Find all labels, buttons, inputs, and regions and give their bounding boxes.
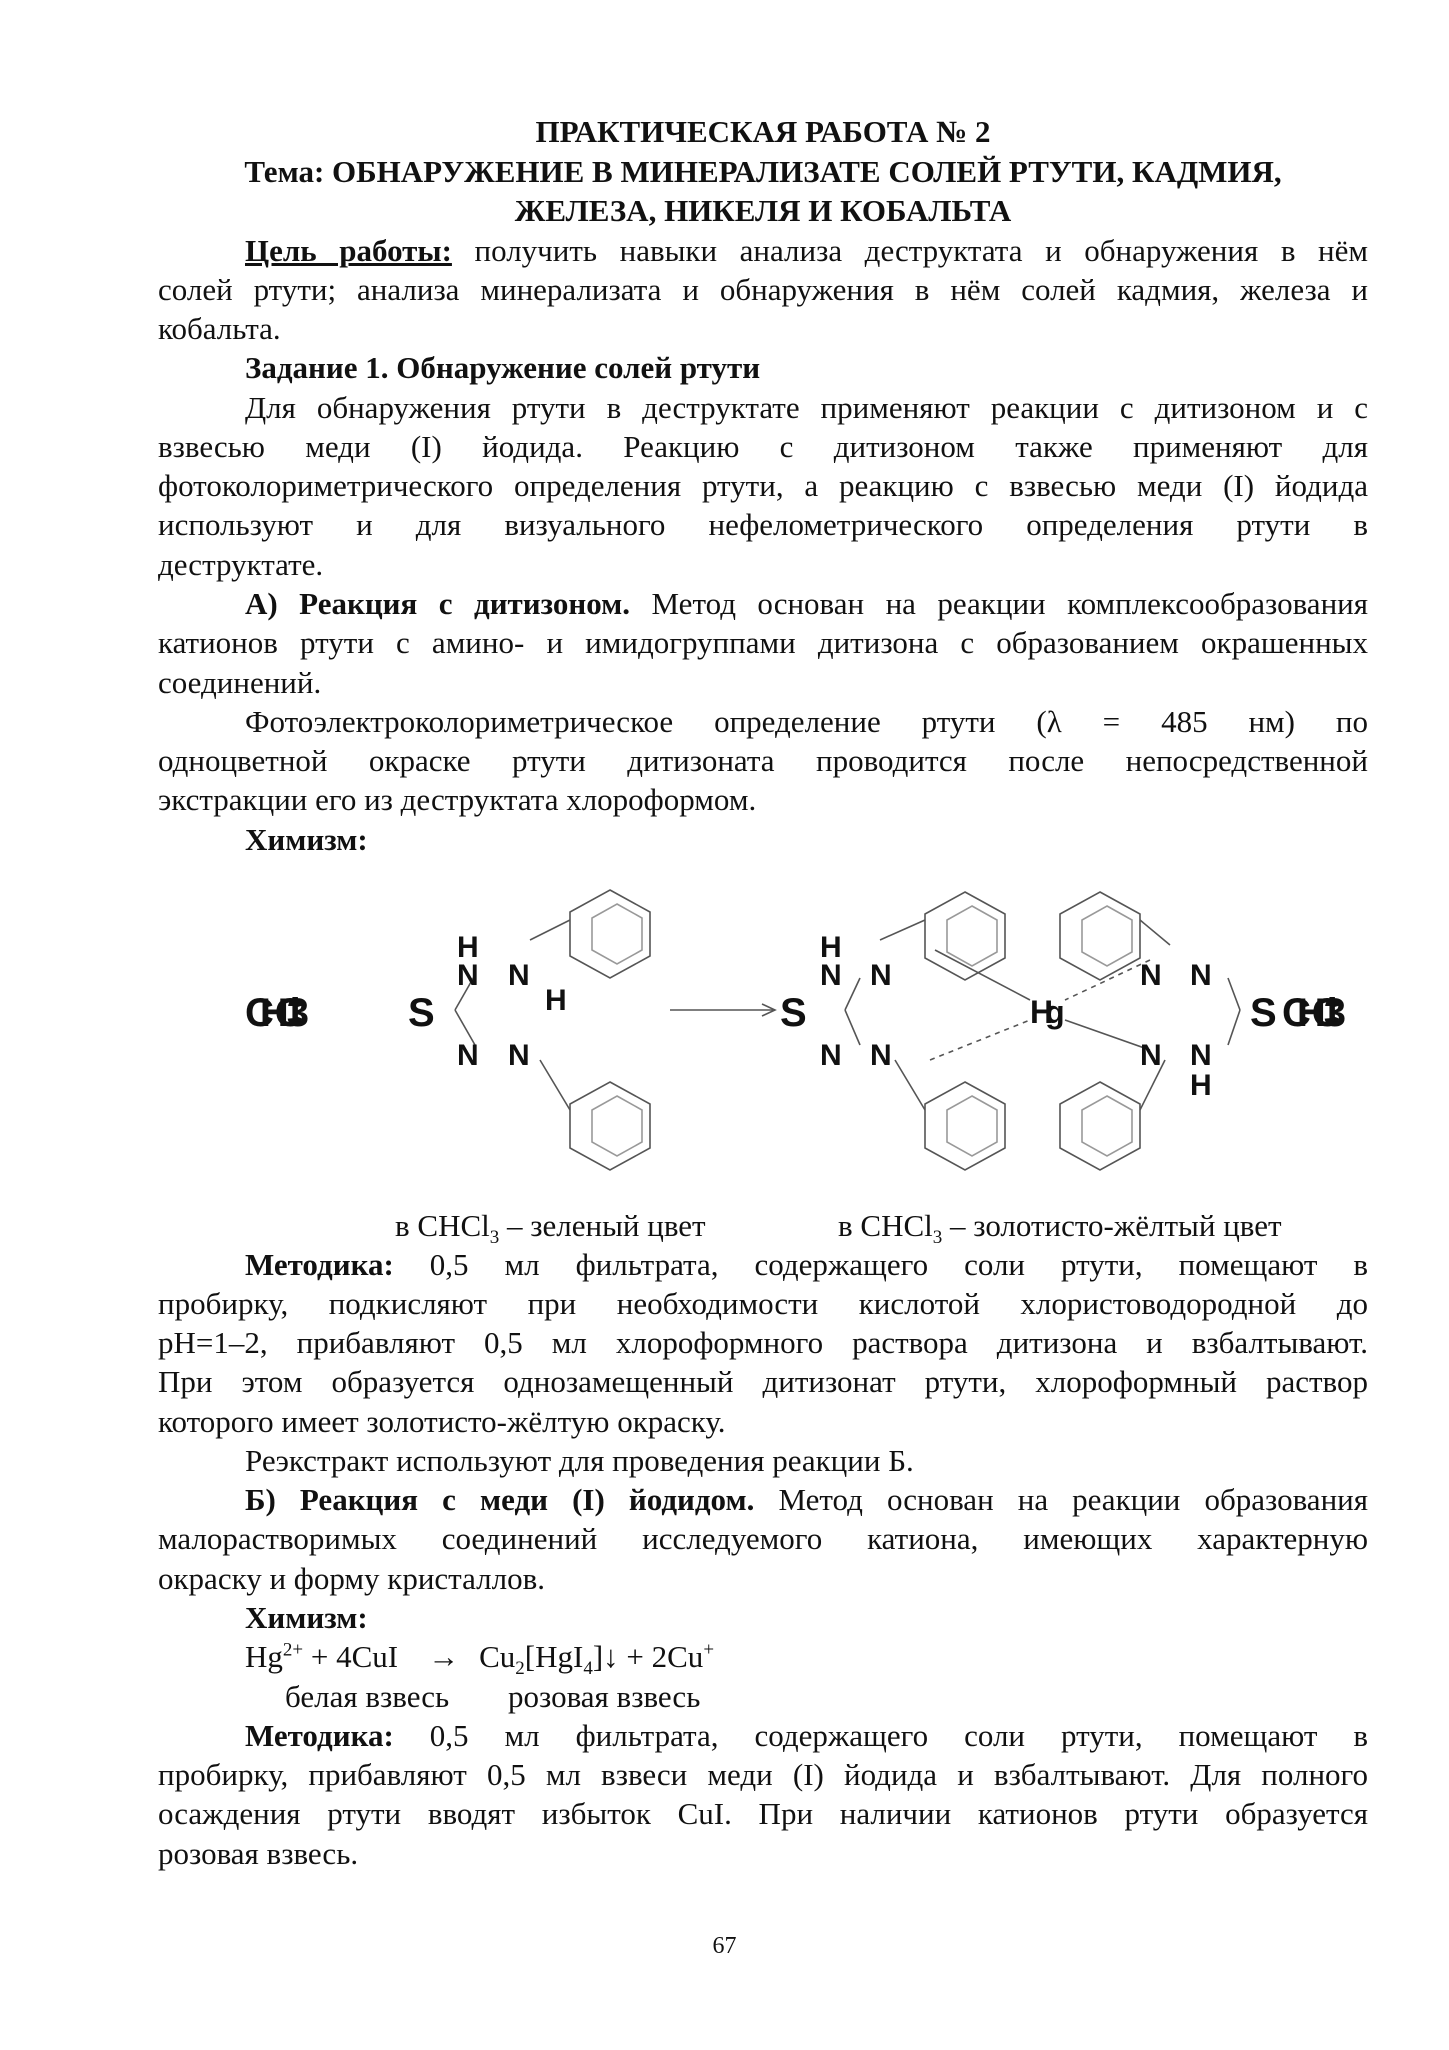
bond xyxy=(880,920,925,940)
caption-right-text: в CHCl xyxy=(838,1208,933,1243)
method-a-line: pH=1–2, прибавляют 0,5 мл хлороформного раствора дитизона и взбалтывают. xyxy=(158,1325,1368,1360)
atom-n: N xyxy=(457,959,479,992)
equation xyxy=(245,1637,715,1680)
dithizone-reaction-scheme xyxy=(0,860,1449,1180)
atom-h: H xyxy=(545,984,567,1017)
reaction-b-line-1 xyxy=(158,1480,1368,1519)
atom-h: H xyxy=(1190,1069,1212,1102)
benzene-ring-inner xyxy=(947,1096,997,1156)
bond xyxy=(845,978,860,1010)
benzene-ring xyxy=(1060,892,1140,980)
atom-s: S xyxy=(1250,991,1277,1035)
method-a-line: пробирку, подкисляют при необходимости кислотой хлористоводородной до xyxy=(158,1286,1368,1321)
topic-line-1: Тема: ОБНАРУЖЕНИЕ В МИНЕРАЛИЗАТЕ СОЛЕЙ РТУТИ, КАДМИЯ, xyxy=(244,154,1282,189)
atom-h: H xyxy=(820,931,842,964)
eq-hgi: [HgI xyxy=(524,1639,584,1674)
atom-n: N xyxy=(1140,1039,1162,1072)
page-title: ПРАКТИЧЕСКАЯ РАБОТА № 2 xyxy=(535,114,991,149)
bond xyxy=(1228,1010,1240,1045)
bond xyxy=(935,950,1030,1000)
atom-s: S xyxy=(408,991,435,1035)
bond xyxy=(540,1060,570,1110)
task1-heading: Задание 1. Обнаружение солей ртути xyxy=(245,350,761,385)
goal-line-2: солей ртути; анализа минерализата и обнаружения в нём солей кадмия, железа и xyxy=(158,272,1368,307)
atom-n: N xyxy=(508,1039,530,1072)
atom-s: S xyxy=(780,991,807,1035)
eq-arrow: → xyxy=(428,1639,460,1674)
reaction-b-line: малорастворимых соединений исследуемого катиона, имеющих характерную xyxy=(158,1521,1368,1556)
caption-right xyxy=(838,1206,1282,1249)
caption-right-color: – золотисто-жёлтый цвет xyxy=(942,1208,1282,1243)
reaction-b-line: окраску и форму кристаллов. xyxy=(158,1561,545,1596)
bond xyxy=(1228,978,1240,1010)
benzene-ring xyxy=(1060,1082,1140,1170)
goal-label: Цель работы: xyxy=(245,233,452,268)
method-b-line: осаждения ртути вводят избыток CuI. При наличии катионов ртути образуется xyxy=(158,1796,1368,1831)
bond xyxy=(1140,920,1170,945)
goal-text: получить навыки анализа деструктата и обнаружения в нём xyxy=(474,233,1369,268)
eq-hg: Hg xyxy=(245,1639,283,1674)
method-label-2: Методика: xyxy=(245,1718,394,1753)
photo-line: одноцветной окраске ртути дитизоната проводится после непосредственной xyxy=(158,743,1368,778)
method-label: Методика: xyxy=(245,1247,394,1282)
topic-line-2: ЖЕЛЕЗА, НИКЕЛЯ И КОБАЛЬТА xyxy=(514,193,1012,228)
method-a-line-1 xyxy=(158,1245,1368,1284)
reaction-a-text: Метод основан на реакции комплексообразования xyxy=(651,586,1369,621)
atom-n: N xyxy=(820,1039,842,1072)
scheme-bonds xyxy=(455,890,1240,1170)
goal-line-1 xyxy=(158,231,1368,270)
chemism-label-2: Химизм: xyxy=(245,1600,368,1635)
atom-n: N xyxy=(1190,959,1212,992)
reaction-a-line: катионов ртути с амино- и имидогруппами дитизона с образованием окрашенных xyxy=(158,625,1368,660)
benzene-ring xyxy=(925,1082,1005,1170)
bond xyxy=(930,1020,1030,1060)
atom-n: N xyxy=(870,959,892,992)
eq-cu2-sub: 2 xyxy=(515,1658,525,1680)
eq-hg-charge: 2+ xyxy=(282,1639,304,1661)
right-fragment-label: CHCl3 xyxy=(1282,991,1333,1035)
reaction-a-heading: А) Реакция с дитизоном. xyxy=(245,586,631,621)
p1-line: деструктате. xyxy=(158,547,324,582)
reaction-a-line-1 xyxy=(158,584,1368,623)
benzene-ring-inner xyxy=(1082,1096,1132,1156)
method-b-line: розовая взвесь. xyxy=(158,1836,359,1871)
method-a-line: При этом образуется однозамещенный дитизонат ртути, хлороформный раствор xyxy=(158,1364,1368,1399)
eq-cui: + 4CuI xyxy=(303,1639,399,1674)
eq-cu-charge: + xyxy=(703,1639,715,1661)
p1-line: фотоколориметрического определения ртути, а реакцию с взвесью меди (I) йодида xyxy=(158,468,1368,503)
bond xyxy=(530,920,570,940)
method-b-line: пробирку, прибавляют 0,5 мл взвеси меди (I) йодида и взбалтывают. Для полного xyxy=(158,1757,1368,1792)
atom-n: N xyxy=(820,959,842,992)
method-a-line: которого имеет золотисто-жёлтую окраску. xyxy=(158,1404,726,1439)
reaction-b-heading: Б) Реакция с меди (I) йодидом. xyxy=(245,1482,755,1517)
method-b-text: 0,5 мл фильтрата, содержащего соли ртути, помещают в xyxy=(429,1718,1369,1753)
method-b-line-1 xyxy=(158,1716,1368,1755)
left-fragment-label: CHCl3 xyxy=(245,991,296,1035)
bond xyxy=(1065,1020,1150,1050)
atom-n: N xyxy=(870,1039,892,1072)
benzene-ring-inner xyxy=(1082,906,1132,966)
photo-line: экстракции его из деструктата хлороформом. xyxy=(158,782,757,817)
p1-line: используют и для визуального нефелометрического определения ртути в xyxy=(158,507,1368,542)
goal-line-3: кобальта. xyxy=(158,311,281,346)
reaction-a-line: соединений. xyxy=(158,665,322,700)
eq-caption-pink: розовая взвесь xyxy=(508,1679,701,1714)
chemism-label: Химизм: xyxy=(245,822,368,857)
eq-cu2: Cu xyxy=(479,1639,516,1674)
caption-left-color: – зеленый цвет xyxy=(499,1208,706,1243)
page-number: 67 xyxy=(712,1933,737,1959)
atom-hg: Hg xyxy=(1030,994,1057,1030)
atom-n: N xyxy=(508,959,530,992)
benzene-ring xyxy=(925,892,1005,980)
benzene-ring-inner xyxy=(592,904,642,964)
caption-left xyxy=(395,1206,706,1249)
atom-h: H xyxy=(457,931,479,964)
benzene-ring xyxy=(570,1082,650,1170)
atom-n: N xyxy=(1140,959,1162,992)
photo-line: Фотоэлектроколориметрическое определение ртути (λ = 485 нм) по xyxy=(245,704,1368,739)
caption-right-sub: 3 xyxy=(932,1227,943,1249)
benzene-ring-inner xyxy=(592,1096,642,1156)
atom-n: N xyxy=(457,1039,479,1072)
caption-left-sub: 3 xyxy=(489,1227,500,1249)
benzene-ring xyxy=(570,890,650,978)
p1-line: Для обнаружения ртути в деструктате применяют реакции с дитизоном и с xyxy=(245,390,1368,425)
eq-hgi-sub: 4 xyxy=(583,1658,593,1680)
scheme-atoms xyxy=(245,931,1345,1102)
benzene-ring-inner xyxy=(947,906,997,966)
eq-tail: ]↓ + 2Cu xyxy=(592,1639,704,1674)
reaction-b-text: Метод основан на реакции образования xyxy=(778,1482,1369,1517)
reextract-line: Реэкстракт используют для проведения реакции Б. xyxy=(245,1443,914,1478)
caption-left-text: в CHCl xyxy=(395,1208,490,1243)
eq-caption-white: белая взвесь xyxy=(285,1679,450,1714)
method-a-text: 0,5 мл фильтрата, содержащего соли ртути, помещают в xyxy=(429,1247,1369,1282)
bond xyxy=(845,1010,860,1045)
p1-line: взвесью меди (I) йодида. Реакцию с дитизоном также применяют для xyxy=(158,429,1368,464)
bond xyxy=(895,1060,925,1110)
atom-n: N xyxy=(1190,1039,1212,1072)
